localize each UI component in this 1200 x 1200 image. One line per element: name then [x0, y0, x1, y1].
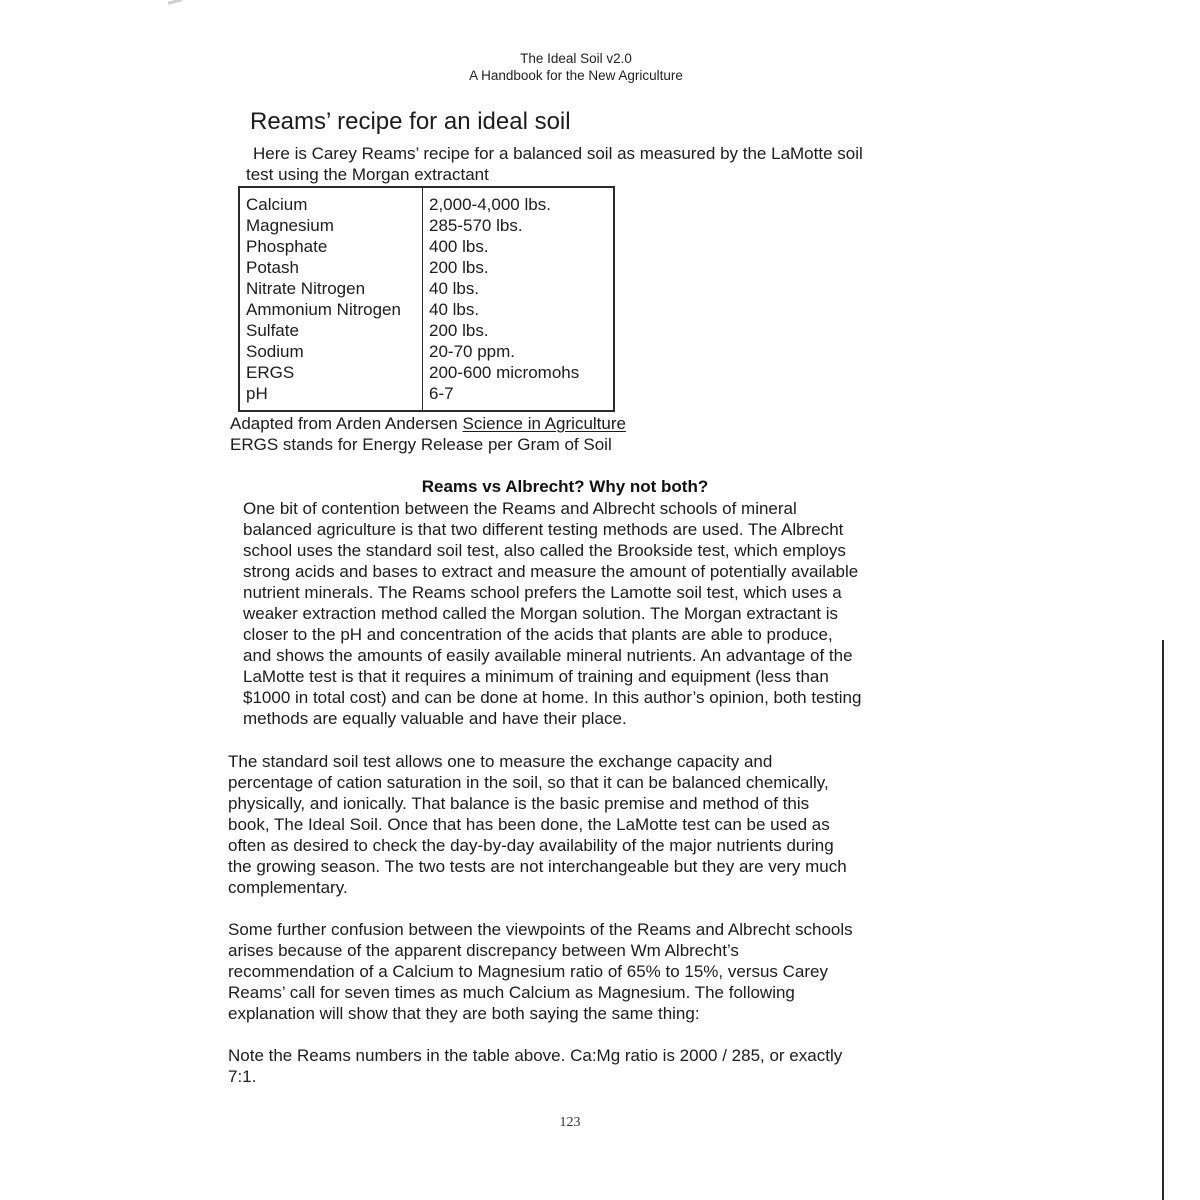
text-line: often as desired to check the day-by-day availability of the major nutrients during [228, 836, 834, 855]
text-line: closer to the pH and concentration of the acids that plants are able to produce, [243, 625, 833, 644]
header-subtitle: A Handbook for the New Agriculture [469, 68, 683, 83]
table-row [239, 215, 614, 236]
nutrient-cell: Sodium [239, 341, 423, 362]
text-line: physically, and ionically. That balance is the basic premise and method of this [228, 794, 810, 813]
subheading: Reams vs Albrecht? Why not both? [421, 477, 709, 496]
table-source-note [230, 413, 626, 455]
text-line: arises because of the apparent discrepancy between Wm Albrecht’s [228, 941, 739, 960]
table-row [239, 187, 614, 215]
text-line: LaMotte test is that it requires a minimum of training and equipment (less than [243, 667, 829, 686]
table-row [239, 362, 614, 383]
page-number: 123 [559, 1115, 581, 1130]
text-line: methods are equally valuable and have their place. [243, 709, 627, 728]
text-line: explanation will show that they are both saying the same thing: [228, 1004, 700, 1023]
amount-cell: 6-7 [429, 384, 454, 403]
table-row [239, 341, 614, 362]
source-prefix: Adapted from Arden Andersen [230, 414, 463, 433]
text-line: nutrient minerals. The Reams school prefers the Lamotte soil test, which uses a [243, 583, 842, 602]
intro-line: test using the Morgan extractant [246, 165, 489, 184]
text-line: and shows the amounts of easily available mineral nutrients. An advantage of the [243, 646, 853, 665]
source-book-title: Science in Agriculture [462, 414, 626, 433]
scan-corner-mark [168, 0, 182, 5]
table-row [239, 236, 614, 257]
nutrient-cell: Nitrate Nitrogen [239, 278, 423, 299]
paragraph-further-confusion [228, 919, 853, 1024]
nutrient-cell: Phosphate [239, 236, 423, 257]
amount-cell: 200-600 micromohs [429, 363, 580, 382]
amount-cell: 200 lbs. [429, 321, 489, 340]
text-line: balanced agriculture is that two different testing methods are used. The Albrecht [243, 520, 844, 539]
text-line: Reams’ call for seven times as much Calcium as Magnesium. The following [228, 983, 795, 1002]
text-line: the growing season. The two tests are not interchangeable but they are very much [228, 857, 847, 876]
running-header [0, 50, 1152, 84]
table-row [239, 278, 614, 299]
amount-cell: 40 lbs. [429, 279, 480, 298]
reams-recipe-table [238, 186, 615, 412]
nutrient-cell: Calcium [239, 187, 423, 215]
table-row [239, 320, 614, 341]
source-line [230, 413, 626, 434]
nutrient-cell: Magnesium [239, 215, 423, 236]
amount-cell: 285-570 lbs. [429, 216, 523, 235]
nutrient-cell: Sulfate [239, 320, 423, 341]
text-line: Some further confusion between the viewpoints of the Reams and Albrecht schools [228, 920, 853, 939]
amount-cell: 20-70 ppm. [429, 342, 515, 361]
amount-cell: 200 lbs. [429, 258, 489, 277]
text-line: Note the Reams numbers in the table above. Ca:Mg ratio is 2000 / 285, or exactly [228, 1046, 843, 1065]
text-line: The standard soil test allows one to measure the exchange capacity and [228, 752, 773, 771]
text-line: 7:1. [228, 1067, 257, 1086]
amount-cell: 40 lbs. [429, 300, 480, 319]
paragraph-reams-vs-albrecht [243, 498, 861, 729]
intro-line: Here is Carey Reams’ recipe for a balanced soil as measured by the LaMotte soil [253, 144, 863, 163]
text-line: One bit of contention between the Reams and Albrecht schools of mineral [243, 499, 797, 518]
table-row [239, 299, 614, 320]
text-line: school uses the standard soil test, also called the Brookside test, which employs [243, 541, 846, 560]
table-row [239, 257, 614, 278]
nutrient-cell: Ammonium Nitrogen [239, 299, 423, 320]
page-edge-line [1162, 640, 1164, 1200]
header-book-title: The Ideal Soil v2.0 [520, 51, 632, 66]
text-line: weaker extraction method called the Morgan solution. The Morgan extractant is [243, 604, 838, 623]
nutrient-cell: Potash [239, 257, 423, 278]
text-line: complementary. [228, 878, 348, 897]
text-line: strong acids and bases to extract and measure the amount of potentially available [243, 562, 859, 581]
nutrient-cell: pH [239, 383, 423, 411]
section-title: Reams’ recipe for an ideal soil [250, 108, 571, 135]
ergs-definition: ERGS stands for Energy Release per Gram of Soil [230, 435, 612, 454]
table-row [239, 383, 614, 411]
text-line: book, The Ideal Soil. Once that has been done, the LaMotte test can be used as [228, 815, 830, 834]
nutrient-cell: ERGS [239, 362, 423, 383]
intro-paragraph [246, 143, 926, 185]
amount-cell: 2,000-4,000 lbs. [429, 195, 551, 214]
text-line: recommendation of a Calcium to Magnesium ratio of 65% to 15%, versus Carey [228, 962, 828, 981]
text-line: $1000 in total cost) and can be done at home. In this author’s opinion, both testing [243, 688, 862, 707]
paragraph-ratio-note [228, 1045, 842, 1087]
text-line: percentage of cation saturation in the soil, so that it can be balanced chemically, [228, 773, 829, 792]
amount-cell: 400 lbs. [429, 237, 489, 256]
paragraph-standard-soil-test [228, 751, 847, 898]
